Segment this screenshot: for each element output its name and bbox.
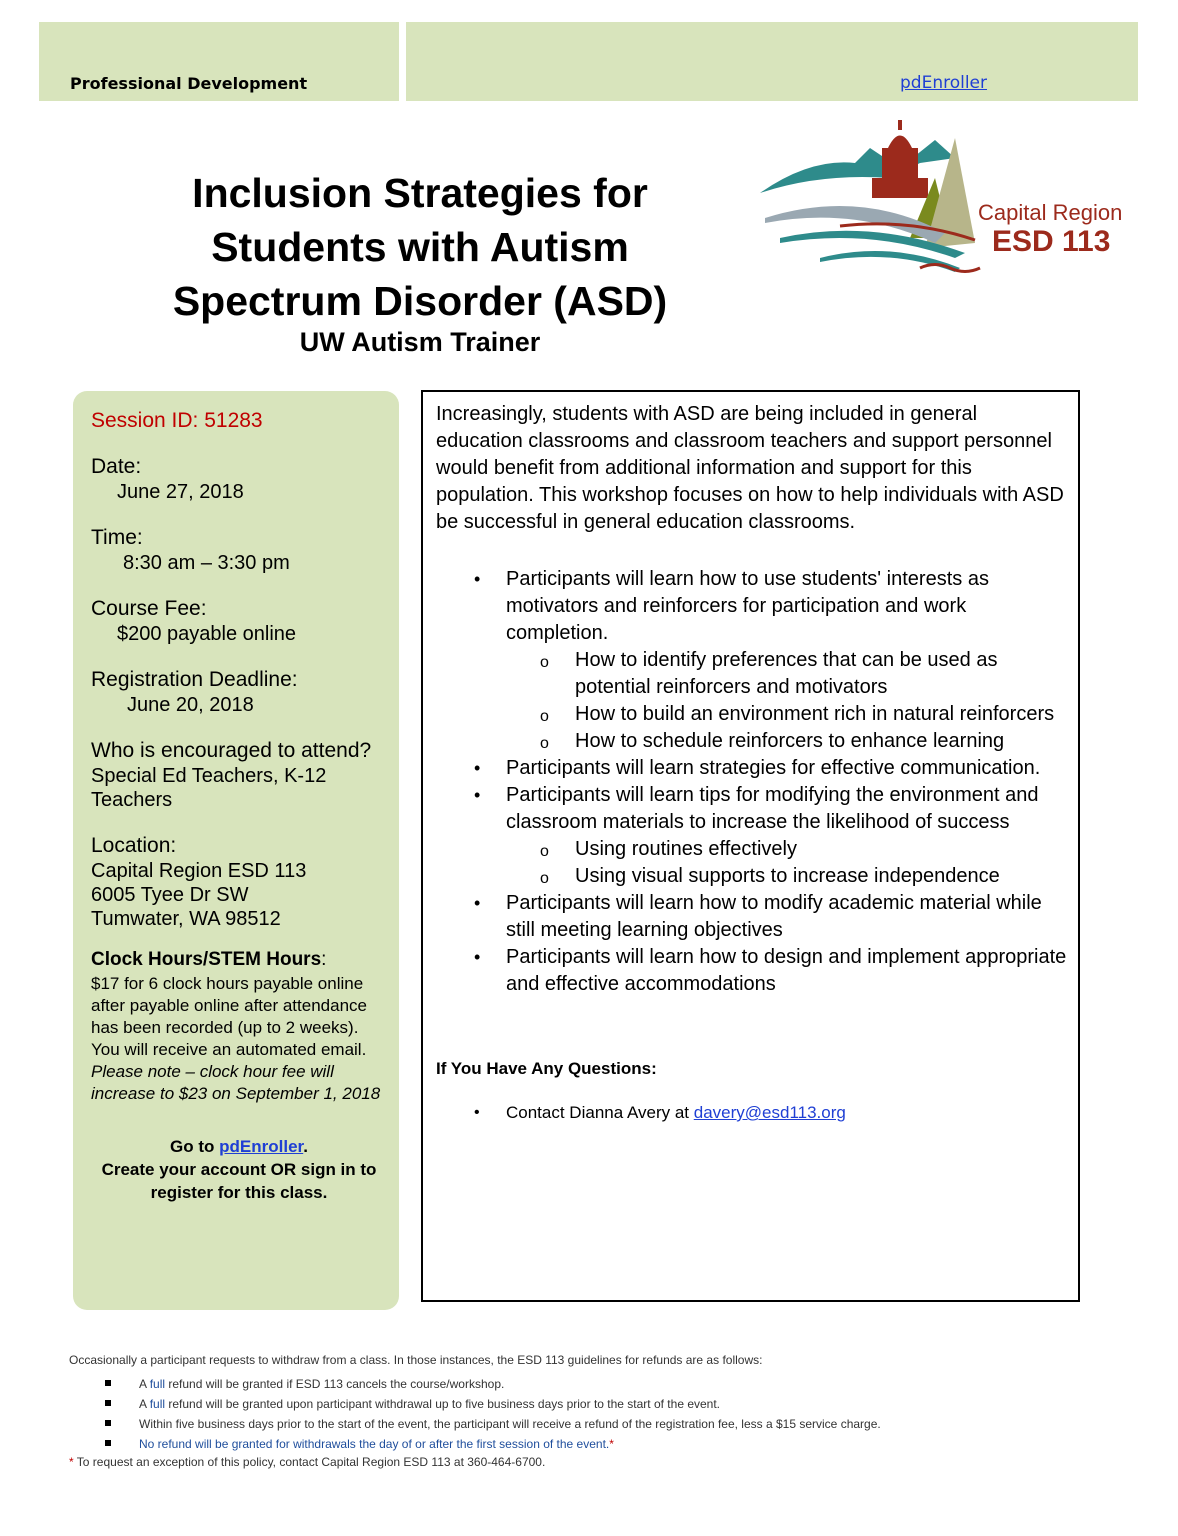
square-bullet-icon	[105, 1400, 111, 1406]
sub-list-item	[436, 836, 1068, 863]
objective-text: Participants will learn how to use students' interests as motivators and reinforcers for participation and work completion.	[506, 568, 989, 644]
questions-heading: If You Have Any Questions:	[436, 1059, 657, 1078]
header-label: Professional Development	[70, 74, 308, 93]
refund-emphasis: full	[149, 1377, 166, 1391]
contact-prefix: Contact Dianna Avery at	[506, 1103, 694, 1122]
audience-value: Special Ed Teachers, K-12 Teachers	[91, 765, 327, 811]
title-line-3: Spectrum Disorder (ASD)	[172, 278, 668, 324]
register-callout	[91, 1135, 387, 1204]
clock-hours-label: Clock Hours/STEM Hours	[91, 949, 322, 970]
list-item	[436, 890, 1068, 944]
title-line-1: Inclusion Strategies for	[192, 170, 648, 216]
date-label: Date:	[91, 455, 142, 478]
circle-bullet-icon: o	[540, 708, 549, 725]
objective-text: Participants will learn how to modify academic material while still meeting learning objectives	[506, 892, 1042, 941]
list-item	[436, 944, 1068, 998]
bullet-icon: •	[474, 785, 481, 805]
sub-list-item	[436, 647, 1068, 701]
refund-text: Within five business days prior to the start of the event, the participant will receive a refund of the registration fee, less a $15 service charge.	[139, 1417, 881, 1431]
refund-item	[69, 1434, 1129, 1454]
circle-bullet-icon: o	[540, 654, 549, 671]
deadline-value: June 20, 2018	[127, 694, 254, 716]
header-right-panel	[406, 22, 1138, 101]
date-value: June 27, 2018	[117, 481, 244, 503]
fee-value: $200 payable online	[117, 623, 297, 645]
list-item	[436, 566, 1068, 647]
refund-emphasis: full	[149, 1397, 166, 1411]
sub-list-item	[436, 701, 1068, 728]
circle-bullet-icon: o	[540, 870, 549, 887]
location-line-2: 6005 Tyee Dr SW	[91, 884, 249, 906]
sub-objective-text: How to identify preferences that can be used as potential reinforcers and motivators	[575, 649, 998, 698]
square-bullet-icon	[105, 1380, 111, 1386]
asterisk: *	[69, 1455, 74, 1469]
objective-text: Participants will learn strategies for effective communication.	[506, 757, 1041, 779]
bullet-icon: •	[474, 1104, 480, 1121]
time-label: Time:	[91, 526, 143, 549]
sub-objective-text: How to build an environment rich in natural reinforcers	[575, 703, 1055, 725]
clock-hours-colon: :	[321, 949, 327, 970]
refund-text: No refund will be granted for withdrawals the day of or after the first session of the event.	[139, 1437, 610, 1451]
page-title	[110, 166, 730, 328]
refund-text: A	[139, 1397, 150, 1411]
bullet-icon: •	[474, 569, 481, 589]
clock-hours-note: Please note – clock hour fee will increase to $23 on September 1, 2018	[91, 1062, 381, 1103]
sub-objective-text: How to schedule reinforcers to enhance learning	[575, 730, 1005, 752]
sub-list-item	[436, 863, 1068, 890]
time-value: 8:30 am – 3:30 pm	[123, 552, 290, 574]
refund-item	[69, 1414, 1129, 1434]
course-description-box	[421, 390, 1080, 1302]
logo-text-line-1: Capital Region	[978, 200, 1123, 225]
exception-text: To request an exception of this policy, contact Capital Region ESD 113 at 360-464-6700.	[73, 1455, 546, 1469]
fee-label: Course Fee:	[91, 597, 207, 620]
pdenroller-sidebar-link[interactable]: pdEnroller	[219, 1137, 304, 1156]
bullet-icon: •	[474, 947, 481, 967]
course-intro: Increasingly, students with ASD are being included in general education classrooms and classroom teachers and support personnel would benefit from additional information and support for this population. This workshop focuses on how to help individuals with ASD be successful in general education classrooms.	[436, 403, 1064, 533]
goto-instructions: Create your account OR sign in to register for this class.	[101, 1160, 377, 1202]
page-subtitle: UW Autism Trainer	[299, 327, 541, 357]
objective-text: Participants will learn how to design and implement appropriate and effective accommodations	[506, 946, 1067, 995]
sub-list-item	[436, 728, 1068, 755]
exception-note	[69, 1454, 1129, 1470]
deadline-label: Registration Deadline:	[91, 668, 298, 691]
refund-item	[69, 1394, 1129, 1414]
refund-text: refund will be granted upon participant withdrawal up to five business days prior to the start of the event.	[165, 1397, 721, 1411]
square-bullet-icon	[105, 1420, 111, 1426]
list-item	[436, 755, 1068, 782]
refund-intro: Occasionally a participant requests to withdraw from a class. In those instances, the ESD 113 guidelines for refunds are as follows:	[69, 1353, 763, 1367]
goto-prefix: Go to	[170, 1137, 220, 1156]
objective-text: Participants will learn tips for modifying the environment and classroom materials to increase the likelihood of success	[506, 784, 1039, 833]
circle-bullet-icon: o	[540, 843, 549, 860]
capital-region-esd-logo	[760, 118, 1130, 278]
asterisk: *	[609, 1437, 614, 1451]
audience-label: Who is encouraged to attend?	[91, 739, 372, 762]
bullet-icon: •	[474, 893, 481, 913]
sub-objective-text: Using routines effectively	[575, 838, 797, 860]
objectives-list	[436, 566, 1068, 998]
circle-bullet-icon: o	[540, 735, 549, 752]
refund-policy-footer	[69, 1352, 1129, 1470]
location-label: Location:	[91, 834, 177, 857]
location-line-1: Capital Region ESD 113	[91, 860, 307, 882]
bullet-icon: •	[474, 758, 481, 778]
square-bullet-icon	[105, 1440, 111, 1446]
session-info-sidebar	[73, 391, 399, 1310]
refund-text: A	[139, 1377, 150, 1391]
sub-objective-text: Using visual supports to increase independence	[575, 865, 1000, 887]
title-line-2: Students with Autism	[211, 224, 629, 270]
session-id: Session ID: 51283	[91, 409, 263, 432]
goto-suffix: .	[303, 1137, 308, 1156]
clock-hours-text: $17 for 6 clock hours payable online after payable online after attendance has been recorded (up to 2 weeks). You will receive an automated email.	[91, 974, 367, 1059]
clock-hours-heading	[91, 947, 387, 973]
refund-item	[69, 1374, 1129, 1394]
contact-item	[436, 1102, 1068, 1124]
header-left-panel	[39, 22, 399, 101]
location-line-3: Tumwater, WA 98512	[91, 908, 281, 930]
refund-text: refund will be granted if ESD 113 cancels the course/workshop.	[165, 1377, 505, 1391]
location-address	[91, 859, 387, 931]
contact-email-link[interactable]: davery@esd113.org	[693, 1103, 846, 1122]
pdenroller-header-link[interactable]: pdEnroller	[900, 73, 988, 93]
logo-text-line-2: ESD 113	[992, 225, 1111, 258]
list-item	[436, 782, 1068, 836]
